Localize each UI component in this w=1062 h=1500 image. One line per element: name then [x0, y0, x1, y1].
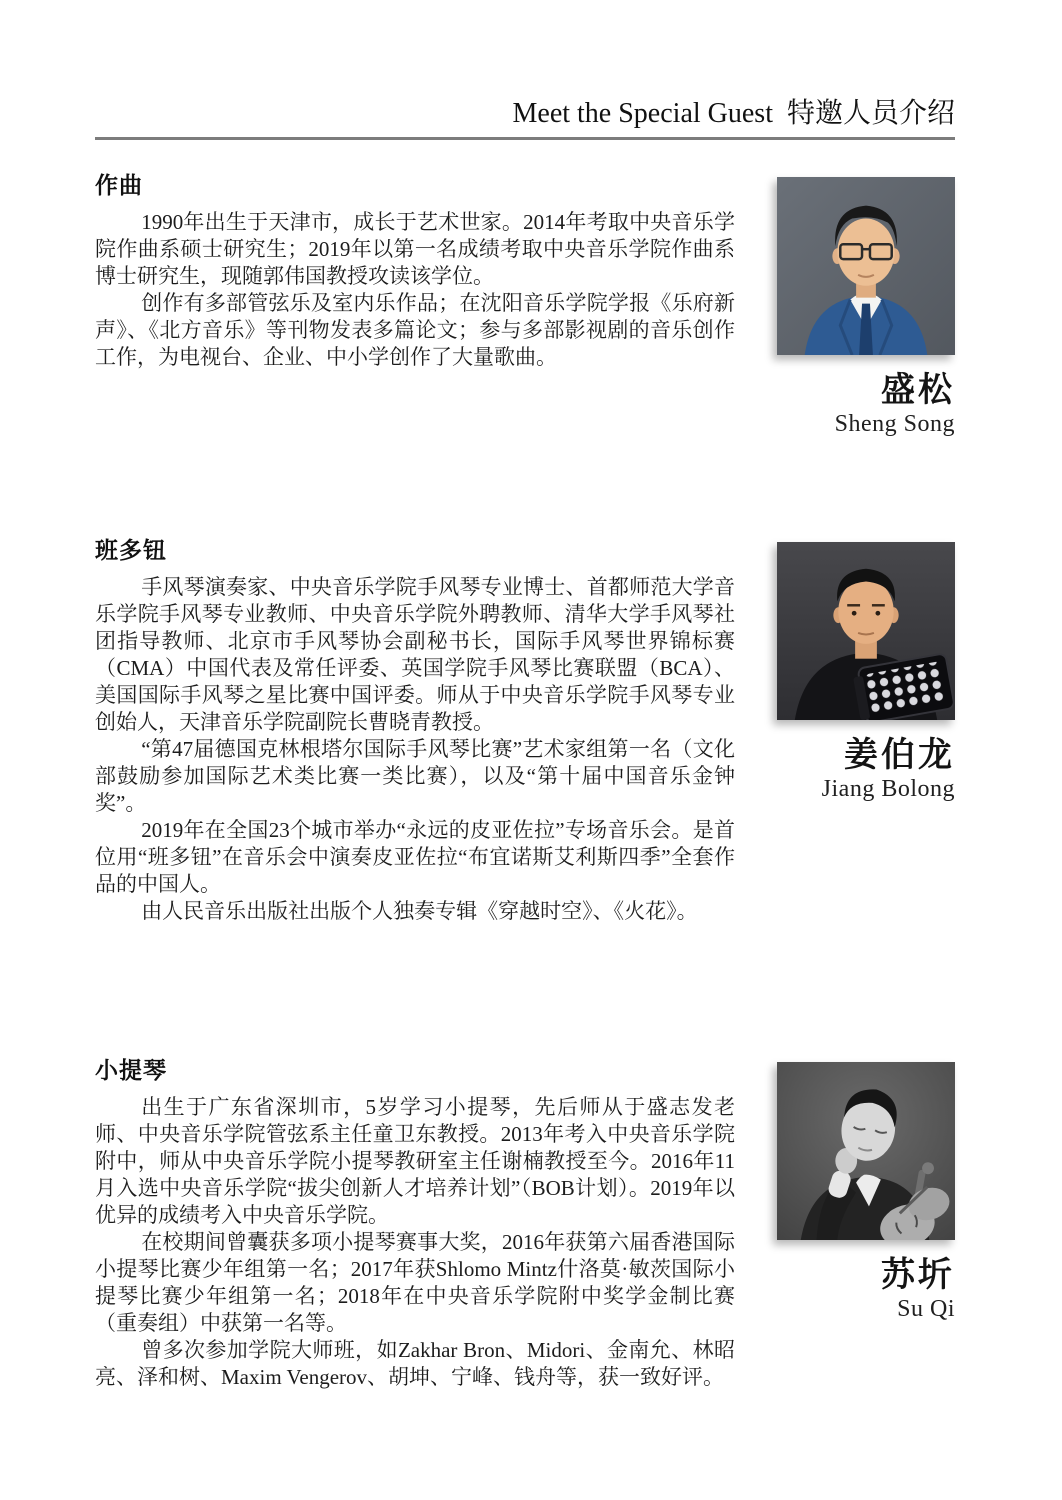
page-title — [95, 98, 955, 130]
bio-paragraph: 曾多次参加学院大师班，如Zakhar Bron、Midori、金南允、林昭亮、泽和树、Maxim Vengerov、胡坤、宁峰、钱舟等，获一致好评。 — [95, 1338, 735, 1389]
guest-name-chinese: 姜伯龙 — [844, 737, 955, 774]
header-divider-rule — [95, 137, 955, 140]
bio-paragraph: 创作有多部管弦乐及室内乐作品；在沈阳音乐学院学报《乐府新声》、《北方音乐》等刊物发表多篇论文；参与多部影视剧的音乐创作工作，为电视台、企业、中小学创作了大量歌曲。 — [95, 291, 735, 369]
guest-section-violin — [95, 1057, 955, 1391]
page-title-chinese: 特邀人员介绍 — [786, 98, 955, 129]
page-title-english: Meet the Special Guest — [512, 98, 773, 129]
page-header — [95, 98, 955, 130]
guest-name-chinese: 盛松 — [881, 372, 955, 409]
composer-figure-column — [777, 177, 955, 438]
bio-paragraph: 手风琴演奏家、中央音乐学院手风琴专业博士、首都师范大学音乐学院手风琴专业教师、中央音乐学院外聘教师、清华大学手风琴社团指导教师、北京市手风琴协会副秘书长，国际手风琴世界锦标赛（CMA）中国代表及常任评委、英国学院手风琴比赛联盟（BCA）、美国国际手风琴之星比赛中国评委。师从于中央音乐学院手风琴专业创始人，天津音乐学院副院长曹晓青教授。 — [95, 575, 735, 734]
su-qi-photo — [777, 1062, 955, 1240]
bio-paragraph: 出生于广东省深圳市，5岁学习小提琴，先后师从于盛志发老师、中央音乐学院管弦系主任童卫东教授。2013年考入中央音乐学院附中，师从中央音乐学院小提琴教研室主任谢楠教授至今。2016年11月入选中央音乐学院“拔尖创新人才培养计划”（BOB计划）。2019年以优异的成绩考入中央音乐学院。 — [95, 1095, 735, 1227]
bandoneon-figure-column — [777, 542, 955, 803]
sheng-song-photo — [777, 177, 955, 355]
jiang-bolong-photo — [777, 542, 955, 720]
guest-name-english: Sheng Song — [834, 411, 955, 437]
violin-figure-column — [777, 1062, 955, 1323]
guest-section-composer — [95, 172, 955, 437]
violin-bio-column — [95, 1057, 735, 1391]
section-title-composition: 作曲 — [95, 173, 143, 198]
guest-name-chinese: 苏圻 — [881, 1257, 955, 1294]
bio-paragraph: 1990年出生于天津市，成长于艺术世家。2014年考取中央音乐学院作曲系硕士研究生；2019年以第一名成绩考取中央音乐学院作曲系博士研究生，现随郭伟国教授攻读该学位。 — [95, 210, 735, 288]
bio-paragraph: 由人民音乐出版社出版个人独奏专辑《穿越时空》、《火花》。 — [141, 899, 698, 923]
composer-bio-paragraphs — [95, 209, 735, 371]
violin-bio-paragraphs — [95, 1094, 735, 1391]
guest-name-english: Jiang Bolong — [821, 776, 955, 802]
bandoneon-bio-column — [95, 537, 735, 925]
guest-name-english: Su Qi — [897, 1296, 955, 1322]
section-title-violin: 小提琴 — [95, 1058, 167, 1083]
bio-paragraph: 2019年在全国23个城市举办“永远的皮亚佐拉”专场音乐会。是首位用“班多钮”在音乐会中演奏皮亚佐拉“布宜诺斯艾利斯四季”全套作品的中国人。 — [95, 818, 735, 896]
bandoneon-bio-paragraphs — [95, 574, 735, 925]
guest-section-bandoneon — [95, 537, 955, 925]
bio-paragraph: 在校期间曾囊获多项小提琴赛事大奖，2016年获第六届香港国际小提琴比赛少年组第一名；2017年获Shlomo Mintz什洛莫·敏茨国际小提琴比赛少年组第一名；2018年在中央音乐学院附中奖学金制比赛（重奏组）中获第一名等。 — [95, 1230, 735, 1335]
section-title-bandoneon: 班多钮 — [95, 538, 167, 563]
bio-paragraph: “第47届德国克林根塔尔国际手风琴比赛”艺术家组第一名（文化部鼓励参加国际艺术类比赛一类比赛），以及“第十届中国音乐金钟奖”。 — [95, 737, 735, 815]
composer-bio-column — [95, 172, 735, 371]
